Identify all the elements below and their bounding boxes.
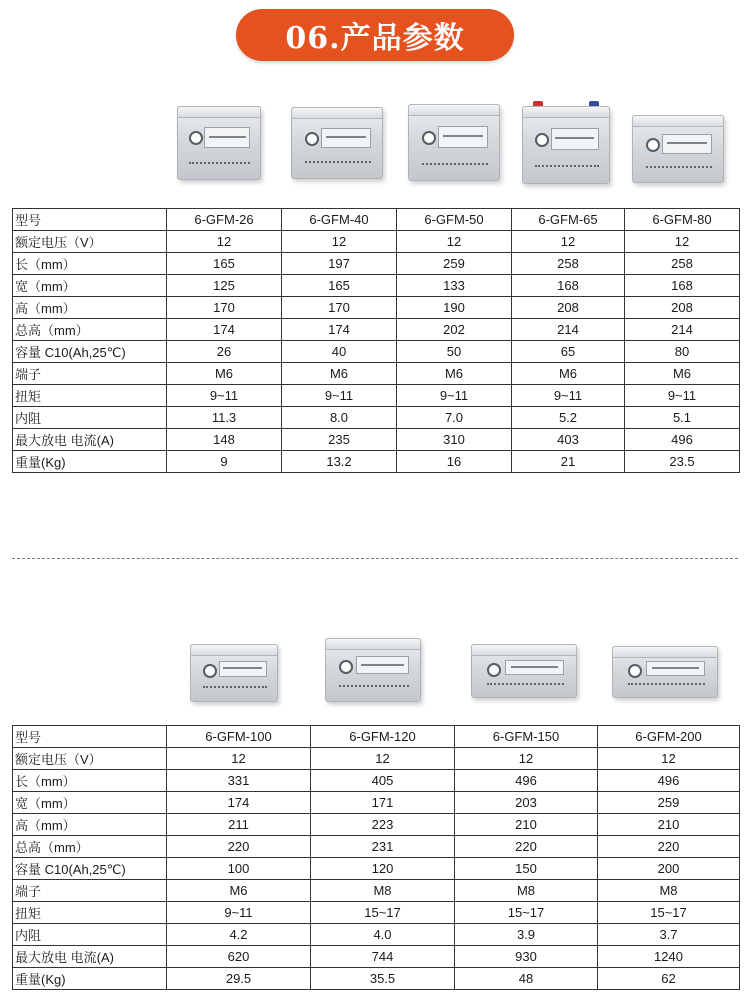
battery-image-6gfm120: [325, 638, 421, 702]
section-divider: [12, 558, 738, 559]
spec-bottom-row-label: 容量 C10(Ah,25℃): [13, 858, 167, 880]
spec-top-row: [13, 385, 740, 407]
spec-bottom-row-label: 宽（mm）: [13, 792, 167, 814]
spec-bottom-cell: 15~17: [598, 902, 740, 924]
spec-top-row-label: 容量 C10(Ah,25℃): [13, 341, 167, 363]
spec-bottom-cell: 744: [311, 946, 455, 968]
spec-top-cell: 258: [625, 253, 740, 275]
spec-bottom-row: [13, 946, 740, 968]
spec-bottom-model-header: 6-GFM-200: [598, 726, 740, 748]
spec-bottom-cell: 171: [311, 792, 455, 814]
spec-top-row-label: 端子: [13, 363, 167, 385]
spec-bottom-row-label: 内阻: [13, 924, 167, 946]
spec-bottom-row: [13, 836, 740, 858]
spec-bottom-row: [13, 726, 740, 748]
spec-bottom-cell: M8: [311, 880, 455, 902]
spec-top-cell: 168: [625, 275, 740, 297]
spec-top-cell: 65: [512, 341, 625, 363]
spec-top-cell: M6: [167, 363, 282, 385]
spec-bottom-row: [13, 792, 740, 814]
spec-top-cell: 208: [512, 297, 625, 319]
spec-top-row-label: 扭矩: [13, 385, 167, 407]
spec-top-cell: 40: [282, 341, 397, 363]
spec-top-row: [13, 297, 740, 319]
section-title: 06.产品参数: [285, 21, 465, 56]
spec-bottom-row-label: 扭矩: [13, 902, 167, 924]
spec-top-model-header: 6-GFM-50: [397, 209, 512, 231]
spec-bottom-cell: 150: [455, 858, 598, 880]
spec-top-cell: M6: [625, 363, 740, 385]
spec-bottom-cell: 100: [167, 858, 311, 880]
spec-bottom-model-header: 6-GFM-100: [167, 726, 311, 748]
spec-table-top: [12, 208, 740, 473]
spec-bottom-cell: 12: [311, 748, 455, 770]
spec-bottom-cell: 3.9: [455, 924, 598, 946]
spec-bottom-row-label: 重量(Kg): [13, 968, 167, 990]
spec-top-cell: 174: [167, 319, 282, 341]
battery-images-top: [160, 100, 750, 200]
spec-top-row: [13, 363, 740, 385]
spec-top-cell: 8.0: [282, 407, 397, 429]
spec-bottom-cell: 620: [167, 946, 311, 968]
spec-top-row-label: 高（mm）: [13, 297, 167, 319]
battery-image-6gfm80: [632, 115, 724, 183]
spec-top-cell: 21: [512, 451, 625, 473]
spec-bottom-cell: 220: [167, 836, 311, 858]
battery-image-6gfm100: [190, 644, 278, 702]
battery-image-6gfm50: [408, 104, 500, 181]
spec-top-row-label: 重量(Kg): [13, 451, 167, 473]
spec-top-cell: 9~11: [625, 385, 740, 407]
spec-top-cell: M6: [512, 363, 625, 385]
battery-image-6gfm200: [612, 646, 718, 698]
spec-top-cell: 197: [282, 253, 397, 275]
spec-top-cell: M6: [397, 363, 512, 385]
spec-top-cell: 403: [512, 429, 625, 451]
spec-bottom-row: [13, 924, 740, 946]
spec-bottom-cell: 4.2: [167, 924, 311, 946]
spec-top-row: [13, 341, 740, 363]
spec-bottom-row-label: 总高（mm）: [13, 836, 167, 858]
spec-top-model-header: 6-GFM-65: [512, 209, 625, 231]
spec-bottom-row: [13, 748, 740, 770]
spec-top-cell: 50: [397, 341, 512, 363]
spec-bottom-cell: 259: [598, 792, 740, 814]
spec-top-cell: 258: [512, 253, 625, 275]
spec-bottom-cell: 220: [598, 836, 740, 858]
spec-top-cell: 9~11: [397, 385, 512, 407]
spec-top-cell: 214: [625, 319, 740, 341]
spec-bottom-cell: 9~11: [167, 902, 311, 924]
spec-bottom-cell: 12: [455, 748, 598, 770]
spec-bottom-row: [13, 902, 740, 924]
spec-top-row-label: 型号: [13, 209, 167, 231]
spec-top-cell: 208: [625, 297, 740, 319]
spec-bottom-row-label: 端子: [13, 880, 167, 902]
spec-top-cell: 5.1: [625, 407, 740, 429]
battery-images-bottom: [160, 628, 750, 718]
spec-bottom-row: [13, 880, 740, 902]
spec-bottom-row-label: 型号: [13, 726, 167, 748]
battery-image-6gfm40: [291, 107, 383, 179]
spec-top-cell: 310: [397, 429, 512, 451]
spec-top-cell: 9~11: [512, 385, 625, 407]
spec-top-cell: 125: [167, 275, 282, 297]
spec-top-row: [13, 209, 740, 231]
spec-top-cell: 12: [167, 231, 282, 253]
spec-top-cell: 12: [282, 231, 397, 253]
spec-bottom-cell: 15~17: [455, 902, 598, 924]
spec-bottom-row: [13, 770, 740, 792]
spec-bottom-cell: 29.5: [167, 968, 311, 990]
spec-top-row: [13, 407, 740, 429]
spec-top-row: [13, 429, 740, 451]
battery-image-6gfm150: [471, 644, 577, 698]
spec-bottom-cell: 200: [598, 858, 740, 880]
battery-image-6gfm26: [177, 106, 261, 180]
spec-bottom-cell: 930: [455, 946, 598, 968]
spec-bottom-cell: 211: [167, 814, 311, 836]
spec-top-cell: 202: [397, 319, 512, 341]
spec-top-row-label: 长（mm）: [13, 253, 167, 275]
spec-bottom-cell: M6: [167, 880, 311, 902]
section-title-banner: [236, 9, 514, 61]
spec-bottom-cell: 210: [598, 814, 740, 836]
spec-top-cell: 148: [167, 429, 282, 451]
spec-top-cell: 7.0: [397, 407, 512, 429]
spec-top-row: [13, 275, 740, 297]
spec-bottom-cell: 12: [598, 748, 740, 770]
spec-bottom-cell: 496: [598, 770, 740, 792]
spec-bottom-cell: M8: [598, 880, 740, 902]
battery-image-6gfm65: [522, 106, 610, 184]
spec-top-cell: 496: [625, 429, 740, 451]
spec-bottom-model-header: 6-GFM-120: [311, 726, 455, 748]
spec-top-cell: 190: [397, 297, 512, 319]
spec-bottom-cell: 48: [455, 968, 598, 990]
spec-bottom-cell: 12: [167, 748, 311, 770]
spec-bottom-cell: 1240: [598, 946, 740, 968]
spec-table-bottom: [12, 725, 740, 990]
spec-bottom-row-label: 高（mm）: [13, 814, 167, 836]
spec-bottom-row: [13, 814, 740, 836]
spec-top-row: [13, 451, 740, 473]
spec-top-row: [13, 253, 740, 275]
spec-bottom-cell: 496: [455, 770, 598, 792]
spec-top-cell: 12: [397, 231, 512, 253]
spec-top-row: [13, 231, 740, 253]
spec-bottom-cell: 120: [311, 858, 455, 880]
spec-top-cell: 168: [512, 275, 625, 297]
spec-bottom-cell: 203: [455, 792, 598, 814]
spec-bottom-cell: 231: [311, 836, 455, 858]
spec-bottom-cell: 62: [598, 968, 740, 990]
spec-top-cell: 170: [282, 297, 397, 319]
spec-top-cell: 133: [397, 275, 512, 297]
spec-top-cell: 9~11: [282, 385, 397, 407]
spec-top-cell: M6: [282, 363, 397, 385]
spec-top-cell: 9~11: [167, 385, 282, 407]
spec-bottom-cell: 223: [311, 814, 455, 836]
spec-top-cell: 174: [282, 319, 397, 341]
spec-top-cell: 12: [512, 231, 625, 253]
spec-bottom-model-header: 6-GFM-150: [455, 726, 598, 748]
spec-top-cell: 13.2: [282, 451, 397, 473]
spec-top-cell: 165: [282, 275, 397, 297]
spec-top-cell: 214: [512, 319, 625, 341]
spec-top-cell: 235: [282, 429, 397, 451]
spec-bottom-cell: 220: [455, 836, 598, 858]
spec-top-row-label: 最大放电 电流(A): [13, 429, 167, 451]
spec-bottom-cell: M8: [455, 880, 598, 902]
spec-top-cell: 259: [397, 253, 512, 275]
spec-top-model-header: 6-GFM-80: [625, 209, 740, 231]
spec-top-row-label: 总高（mm）: [13, 319, 167, 341]
spec-top-cell: 165: [167, 253, 282, 275]
spec-top-cell: 80: [625, 341, 740, 363]
spec-top-cell: 5.2: [512, 407, 625, 429]
spec-top-row-label: 内阻: [13, 407, 167, 429]
spec-top-cell: 11.3: [167, 407, 282, 429]
spec-bottom-row: [13, 968, 740, 990]
spec-bottom-cell: 3.7: [598, 924, 740, 946]
spec-top-cell: 23.5: [625, 451, 740, 473]
spec-top-cell: 12: [625, 231, 740, 253]
spec-bottom-cell: 331: [167, 770, 311, 792]
spec-bottom-cell: 4.0: [311, 924, 455, 946]
spec-bottom-cell: 405: [311, 770, 455, 792]
spec-bottom-cell: 174: [167, 792, 311, 814]
spec-top-cell: 26: [167, 341, 282, 363]
spec-top-cell: 16: [397, 451, 512, 473]
spec-top-model-header: 6-GFM-26: [167, 209, 282, 231]
spec-top-row-label: 宽（mm）: [13, 275, 167, 297]
spec-bottom-cell: 210: [455, 814, 598, 836]
spec-top-cell: 170: [167, 297, 282, 319]
spec-bottom-cell: 35.5: [311, 968, 455, 990]
spec-bottom-row: [13, 858, 740, 880]
spec-bottom-row-label: 长（mm）: [13, 770, 167, 792]
spec-top-model-header: 6-GFM-40: [282, 209, 397, 231]
spec-bottom-row-label: 最大放电 电流(A): [13, 946, 167, 968]
spec-top-row-label: 额定电压（V）: [13, 231, 167, 253]
spec-bottom-cell: 15~17: [311, 902, 455, 924]
spec-top-row: [13, 319, 740, 341]
spec-top-cell: 9: [167, 451, 282, 473]
spec-bottom-row-label: 额定电压（V）: [13, 748, 167, 770]
